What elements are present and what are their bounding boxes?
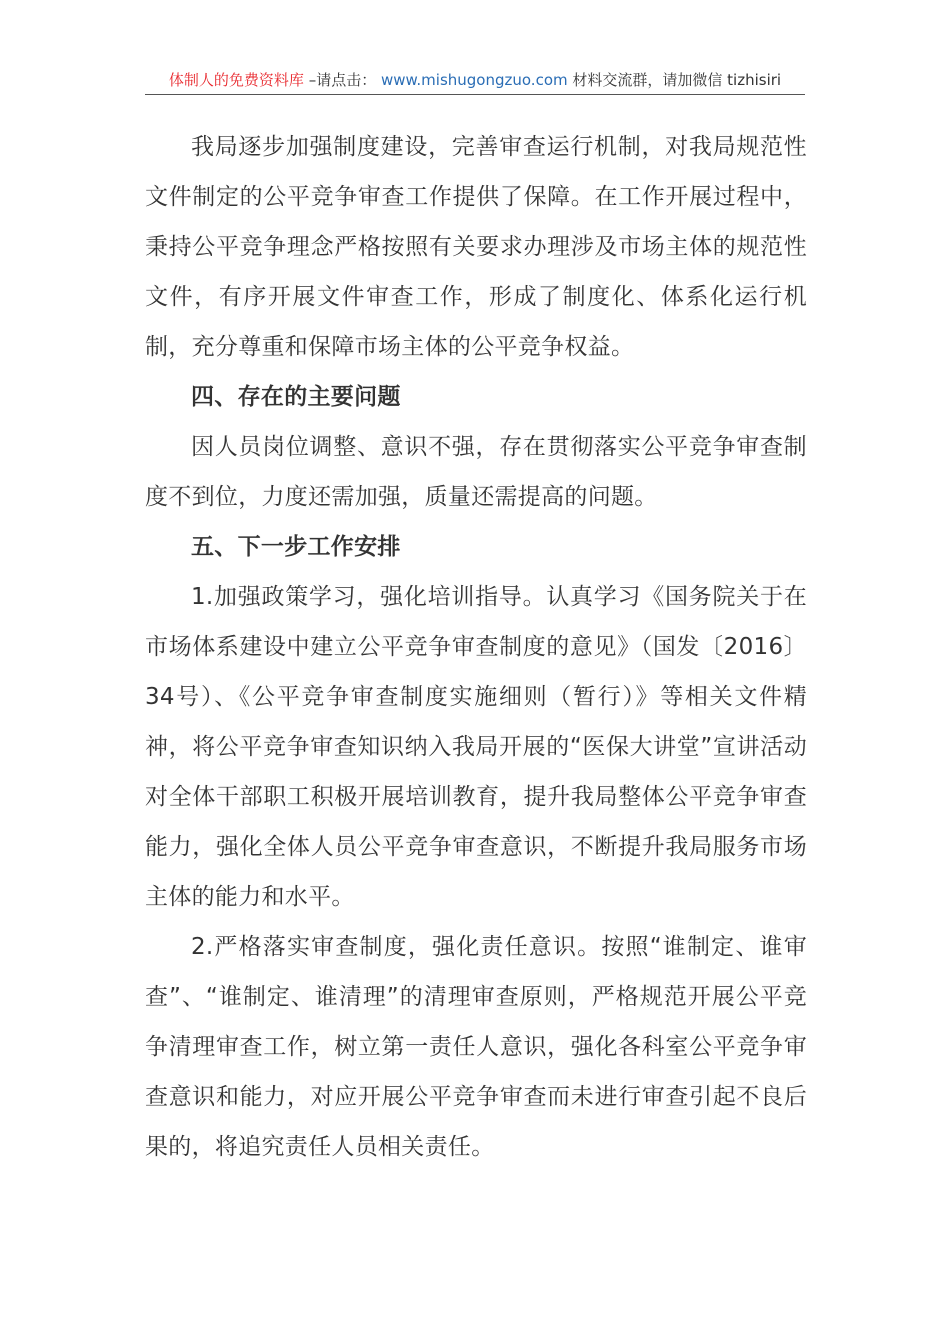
page-header	[145, 68, 805, 95]
header-brand: 体制人的免费资料库	[168, 71, 304, 89]
header-prompt: –请点击：	[308, 71, 377, 89]
header-suffix: 材料交流群，请加微信 tizhisiri	[572, 71, 782, 89]
section-heading-next-steps: 五、下一步工作安排	[191, 534, 401, 560]
paragraph-review-system: 2.严格落实审查制度，强化责任意识。按照“谁制定、谁审查”、“谁制定、谁清理”的清理审查原则，严格规范开展公平竞争清理审查工作，树立第一责任人意识，强化各科室公平竞争审查意识和能力，对应开展公平竞争审查而未进行审查引起不良后果的，将追究责任人员相关责任。	[145, 934, 807, 1160]
header-website-link[interactable]: www.mishugongzuo.com	[380, 71, 568, 89]
section-heading-problems: 四、存在的主要问题	[191, 384, 401, 410]
paragraph-policy-study: 1.加强政策学习，强化培训指导。认真学习《国务院关于在市场体系建设中建立公平竞争审查制度的意见》（国发〔2016〕34号）、《公平竞争审查制度实施细则（暂行）》等相关文件精神，将公平竞争审查知识纳入我局开展的“医保大讲堂”宣讲活动对全体干部职工积极开展培训教育，提升我局整体公平竞争审查能力，强化全体人员公平竞争审查意识，不断提升我局服务市场主体的能力和水平。	[145, 584, 807, 910]
document-body	[145, 122, 807, 1172]
paragraph-problems: 因人员岗位调整、意识不强，存在贯彻落实公平竞争审查制度不到位，力度还需加强，质量还需提高的问题。	[145, 434, 807, 510]
paragraph-system-building: 我局逐步加强制度建设，完善审查运行机制，对我局规范性文件制定的公平竞争审查工作提供了保障。在工作开展过程中，秉持公平竞争理念严格按照有关要求办理涉及市场主体的规范性文件，有序开展文件审查工作，形成了制度化、体系化运行机制，充分尊重和保障市场主体的公平竞争权益。	[145, 134, 807, 360]
